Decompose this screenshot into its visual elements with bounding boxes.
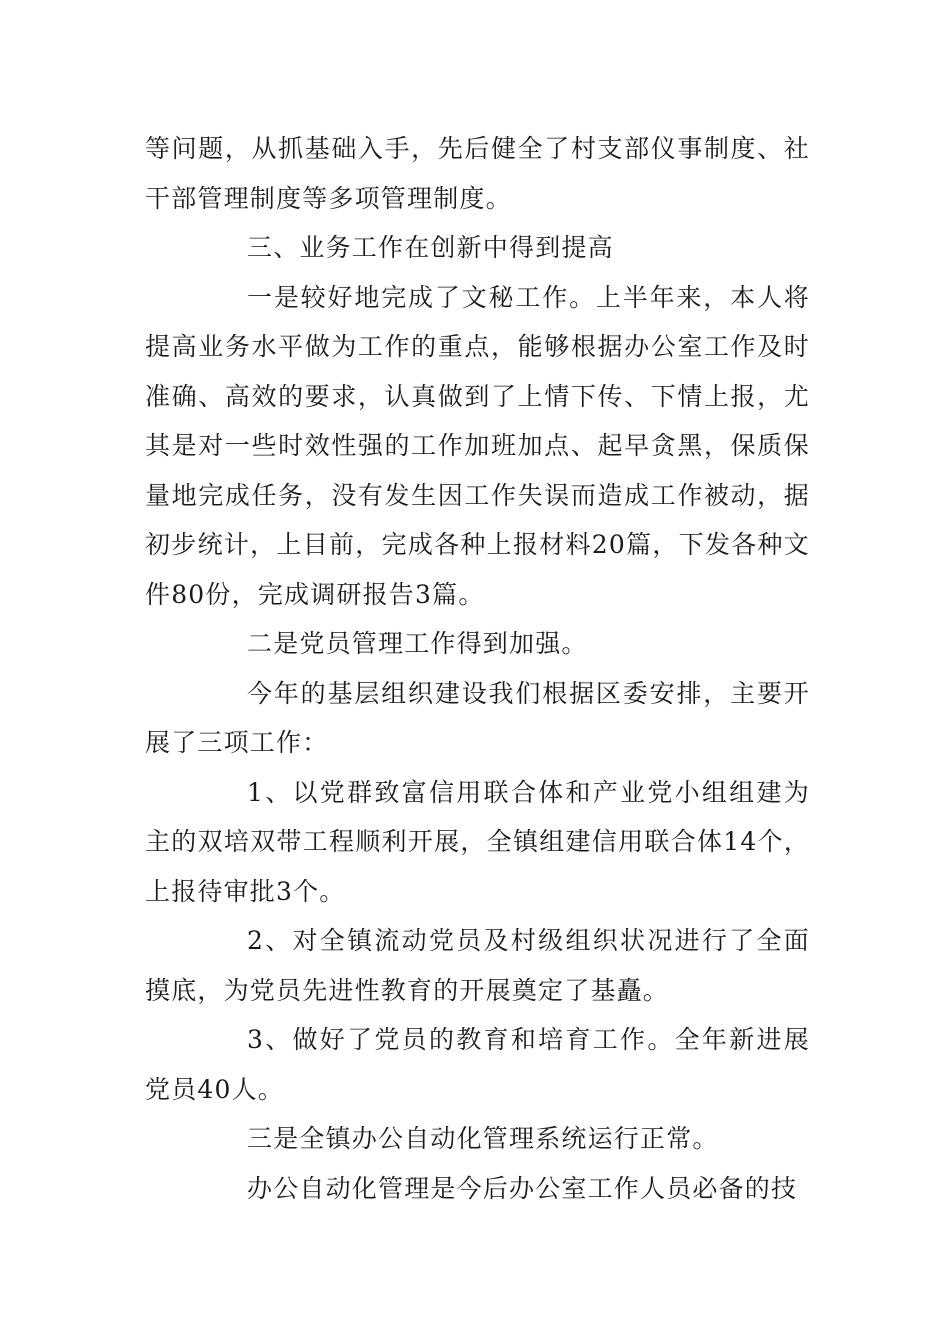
paragraph-management-systems: 等问题，从抓基础入手，先后健全了村支部仪事制度、社干部管理制度等多项管理制度。: [145, 134, 810, 213]
paragraph-office-automation-detail: 办公自动化管理是今后办公室工作人员必备的技: [247, 1173, 798, 1203]
paragraph-grassroots-organization: 今年的基层组织建设我们根据区委安排，主要开展了三项工作：: [145, 678, 810, 757]
paragraph-office-automation: 三是全镇办公自动化管理系统运行正常。: [247, 1124, 719, 1153]
document-body: [145, 124, 810, 1213]
paragraph-secretarial-work: 一是较好地完成了文秘工作。上半年来，本人将提高业务水平做为工作的重点，能够根据办公室工作及时准确、高效的要求，认真做到了上情下传、下情上报，尤其是对一些时效性强的工作加班加点、起早贪黑，保质保量地完成任务，没有发生因工作失误而造成工作被动，据初步统计，上目前，完成各种上报材料20篇，下发各种文件80份，完成调研报告3篇。: [145, 282, 810, 609]
list-item-2: 2、对全镇流动党员及村级组织状况进行了全面摸底，为党员先进性教育的开展奠定了基矗。: [145, 926, 810, 1005]
list-item-1: 1、以党群致富信用联合体和产业党小组组建为主的双培双带工程顺利开展，全镇组建信用联合体14个，上报待审批3个。: [145, 777, 810, 906]
paragraph-party-member-management: 二是党员管理工作得到加强。: [247, 629, 588, 658]
section-heading-business-work: 三、业务工作在创新中得到提高: [247, 233, 614, 262]
list-item-3: 3、做好了党员的教育和培育工作。全年新进展党员40人。: [145, 1025, 810, 1104]
